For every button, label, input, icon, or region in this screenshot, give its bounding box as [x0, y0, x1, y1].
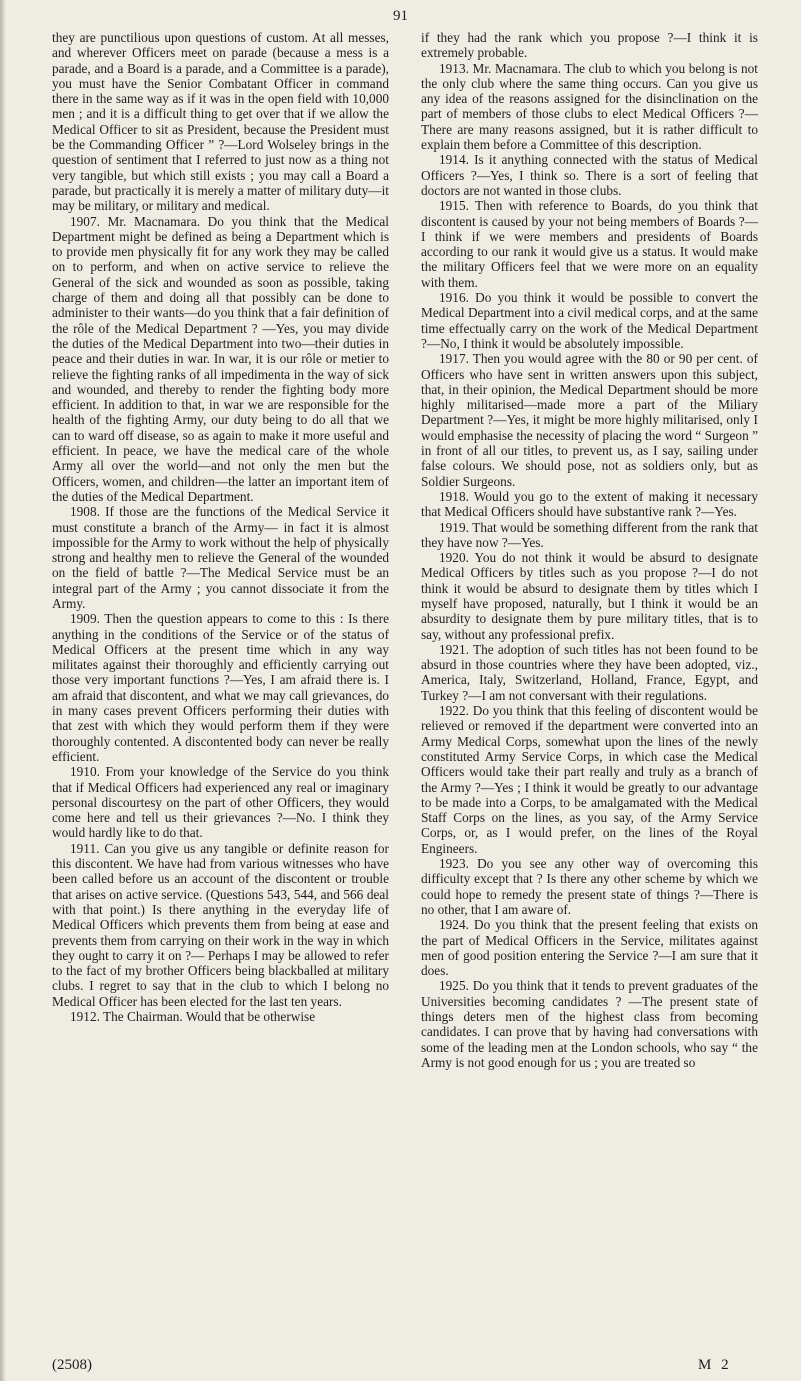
paragraph: 1907. Mr. Macnamara. Do you think that the Medical Department might be defined as being a Department which is to provide men physically fit for any work they may be called on to perform, and when on active service to relieve the General of the sick and wounded as soon as possible, taking charge of them and doing all that possibly can be done to administer to their wants—do you think that a fair definition of the rôle of the Medical Department ? —Yes, you may divide the duties of the Medical Department into two—their duties in peace and their duties in war. In war, it is our rôle or metier to relieve the fighting ranks of all impedimenta in the way of sick and wounded, and thereby to render the fighting body more efficient. In addition to that, in war we are responsible for the health of the fighting Army, our duty being to do all that we can to ward off disease, so as again to make it more useful and efficient. In peace, we have the medical care of the whole Army all over the world—and not only the men but the Officers, women, and children—the latter an important item of the duties of the Medical Department.	[52, 213, 389, 504]
paragraph: 1917. Then you would agree with the 80 or 90 per cent. of Officers who have sent in written answers upon this subject, that, in their opinion, the Medical Department should be more highly militarised—made more a part of the Miliary Department ?—Yes, it might be more highly militarised, only I would emphasise the necessity of placing the word “ Surgeon ” in front of all our titles, to prevent us, as I say, sailing under false colours. We should pose, not as soldiers only, but as Soldier Surgeons.	[421, 351, 758, 489]
paragraph: 1909. Then the question appears to come to this : Is there anything in the conditions of the Service or of the status of Medical Officers at the present time which in any way militates against their thoroughly and efficiently carrying out those very important functions ?—Yes, I am afraid there is. I am afraid that discontent, and what we may call grievances, do in many cases prevent Officers performing their duties with that zest with which they would perform them if they were thoroughly contented. A discontented body can never be really efficient.	[52, 611, 389, 764]
paragraph: 1912. The Chairman. Would that be otherwise	[70, 1009, 316, 1024]
paragraph: 1918. Would you go to the extent of making it necessary that Medical Officers should have substantive rank ?—Yes.	[421, 488, 758, 520]
paragraph: 1921. The adoption of such titles has not been found to be absurd in those countries where they have been adopted, viz., America, Italy, Switzerland, Holland, France, Egypt, and Turkey ?—I am not conversant with their regulations.	[421, 641, 758, 703]
print-code: (2508)	[52, 1357, 92, 1373]
right-column	[421, 30, 758, 1070]
left-column	[52, 30, 389, 1024]
signature-mark: M 2	[698, 1357, 732, 1373]
paragraph: 1910. From your knowledge of the Service do you think that if Medical Officers had experienced any real or imaginary personal discourtesy on the part of other Officers, they would come here and tell us their grievances ?—No. I think they would hardly like to do that.	[52, 764, 389, 841]
paragraph: 1925. Do you think that it tends to prevent graduates of the Universities becoming candidates ? —The present state of things deters men of the highest class from becoming candidates. I can prove that by having had conversations with some of the leading men at the London schools, who say “ the Army is not good enough for us ; you are treated so	[421, 978, 758, 1070]
page-number: 91	[393, 8, 408, 24]
paragraph: 1915. Then with reference to Boards, do you think that discontent is caused by your not being members of Boards ?—I think if we were members and presidents of Boards according to our rank it would give us a status. It would make the military Officers feel that we were more on an equality with them.	[421, 198, 758, 290]
paragraph: 1914. Is it anything connected with the status of Medical Officers ?—Yes, I think so. There is a sort of feeling that doctors are not wanted in those clubs.	[421, 152, 758, 198]
paragraph: 1913. Mr. Macnamara. The club to which you belong is not the only club where the same thing occurs. Can you give us any idea of the reasons assigned for the disinclination on the part of members of those clubs to elect Medical Officers ?—There are many reasons assigned, but it is rather difficult to explain them before a Committee of this description.	[421, 60, 758, 153]
paragraph: 1908. If those are the functions of the Medical Service it must constitute a branch of the Army— in fact it is almost impossible for the Army to work without the help of physically strong and healthy men to relieve the General of the wounded on the field of battle ?—The Medical Service must be an integral part of the Army ; you cannot dissociate it from the Army.	[52, 504, 389, 611]
paragraph: 1922. Do you think that this feeling of discontent would be relieved or removed if the department were converted into an Army Medical Corps, somewhat upon the lines of the newly constituted Army Service Corps, in which case the Medical Officers would take their part really and truly as a branch of the Army ?—Yes ; I think it would be greatly to our advantage to be made into a Corps, to be amalgamated with the Medical Staff Corps on the lines, as you say, of the Army Service Corps, or, as I would prefer, on the lines of the Royal Engineers.	[421, 703, 758, 856]
paragraph: 1923. Do you see any other way of overcoming this difficulty except that ? Is there any other scheme by which we could hope to remedy the present state of things ?—There is no other, that I am aware of.	[421, 856, 758, 917]
paragraph: 1924. Do you think that the present feeling that exists on the part of Medical Officers in the Service, militates against men of good position entering the Service ?—I am sure that it does.	[421, 917, 758, 979]
paragraph: 1920. You do not think it would be absurd to designate Medical Officers by titles such as you propose ?—I do not think it would be absurd to designate them by titles which I myself have proposed, naturally, but I think it would be an absurdity to designate them by pure military titles, that is to say, without any professional prefix.	[421, 550, 758, 642]
paragraph: 1919. That would be something different from the rank that they have now ?—Yes.	[421, 519, 758, 550]
paragraph: if they had the rank which you propose ?—I think it is extremely probable.	[421, 30, 758, 61]
paragraph: 1911. Can you give us any tangible or definite reason for this discontent. We have had from various witnesses who have been called before us an account of the discontent or trouble that arises on active service. (Questions 543, 544, and 566 deal with that point.) Is there anything in the everyday life of Medical Officers which prevents them from being at ease and prevents them from carrying on their work in the way in which they ought to carry it on ?— Perhaps I may be allowed to refer to the fact of my brother Officers being blackballed at military clubs. I regret to say that in the club to which I belong no Medical Officer has been elected for the last ten years.	[52, 840, 389, 1009]
paragraph: 1916. Do you think it would be possible to convert the Medical Department into a civil medical corps, and at the same time effectually carry on the work of the Medical Department ?—No, I think it would be absolutely impossible.	[421, 290, 758, 351]
page-spine-shadow	[0, 0, 6, 1381]
paragraph: they are punctilious upon questions of custom. At all messes, and wherever Officers meet on parade (because a mess is a parade, and a Board is a parade, and a Committee is a parade), you must have the Senior Combatant Officer in command there in the same way as if it was in the open field with 10,000 men ; and it is a difficult thing to get over that if we allow the Medical Officer to sit as President, because the President must be the Commanding Officer ” ?—Lord Wolseley brings in the question of sentiment that I referred to just now as a thing not very tangible, but which still exists ; you may call a Board a parade, but practically it is merely a matter of military duty—it may be military, or military and medical.	[52, 30, 389, 214]
